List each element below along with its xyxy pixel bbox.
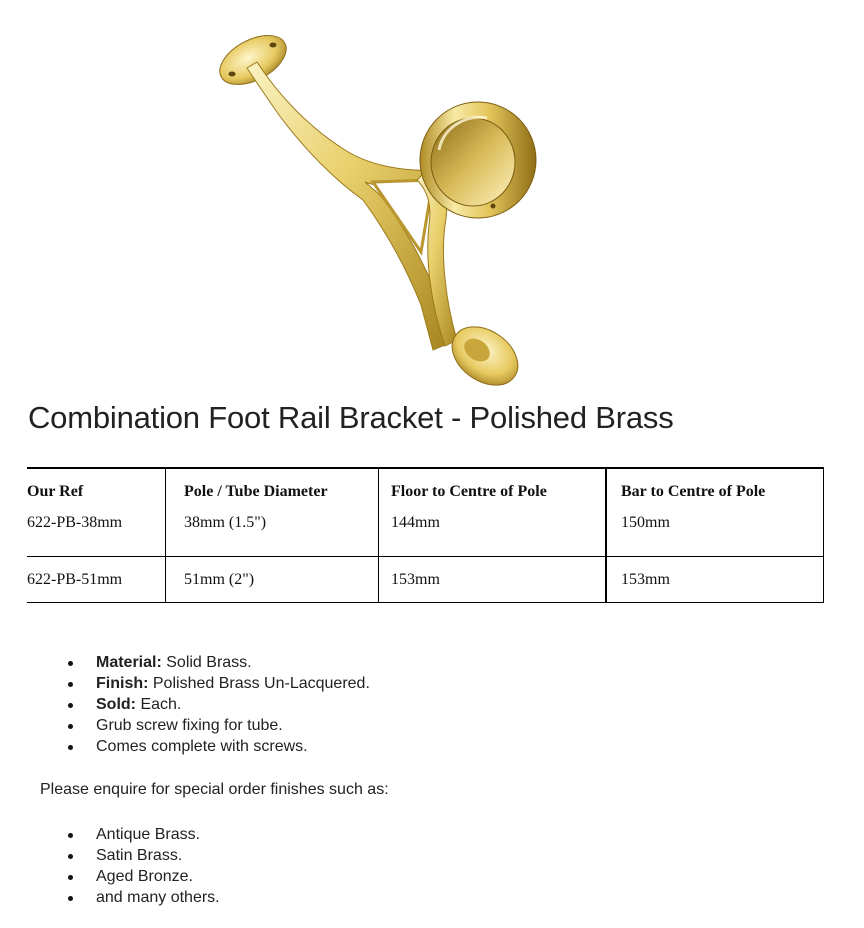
list-item bbox=[62, 736, 370, 757]
list-item bbox=[62, 673, 370, 694]
cell-ref: 622-PB-38mm bbox=[27, 514, 123, 531]
feature-text: Polished Brass Un-Lacquered. bbox=[148, 675, 370, 692]
feature-text: Comes complete with screws. bbox=[96, 738, 308, 755]
cell-diameter: 51mm (2") bbox=[166, 557, 379, 603]
spec-table bbox=[27, 467, 824, 603]
table-row bbox=[27, 557, 824, 603]
header-pole-tube-diameter: Pole / Tube Diameter bbox=[166, 468, 379, 510]
cell-ref: 622-PB-51mm bbox=[27, 571, 123, 588]
product-title: Combination Foot Rail Bracket - Polished Brass bbox=[28, 400, 674, 435]
cell-floor-to-centre: 153mm bbox=[379, 557, 607, 603]
header-floor-to-centre: Floor to Centre of Pole bbox=[379, 468, 607, 510]
feature-text: Solid Brass. bbox=[161, 654, 252, 671]
table-header-row bbox=[27, 468, 824, 510]
features-list bbox=[62, 652, 370, 757]
feature-text: Grub screw fixing for tube. bbox=[96, 717, 283, 734]
finishes-list bbox=[62, 824, 220, 908]
feature-label: Material: bbox=[96, 654, 162, 671]
header-our-ref: Our Ref bbox=[27, 483, 84, 500]
list-item bbox=[62, 652, 370, 673]
list-item bbox=[62, 694, 370, 715]
list-item: Satin Brass. bbox=[62, 845, 220, 866]
list-item: Aged Bronze. bbox=[62, 866, 220, 887]
header-bar-to-centre: Bar to Centre of Pole bbox=[606, 468, 824, 510]
feature-label: Finish: bbox=[96, 675, 149, 692]
cell-floor-to-centre: 144mm bbox=[379, 510, 607, 557]
feature-text: Each. bbox=[136, 696, 182, 713]
list-item bbox=[62, 715, 370, 736]
list-item: and many others. bbox=[62, 887, 220, 908]
enquire-text: Please enquire for special order finishes such as: bbox=[40, 781, 389, 798]
product-image bbox=[195, 20, 555, 392]
feature-label: Sold: bbox=[96, 696, 136, 713]
cell-bar-to-centre: 153mm bbox=[606, 557, 824, 603]
list-item: Antique Brass. bbox=[62, 824, 220, 845]
cell-bar-to-centre: 150mm bbox=[606, 510, 824, 557]
table-row bbox=[27, 510, 824, 557]
cell-diameter: 38mm (1.5") bbox=[166, 510, 379, 557]
